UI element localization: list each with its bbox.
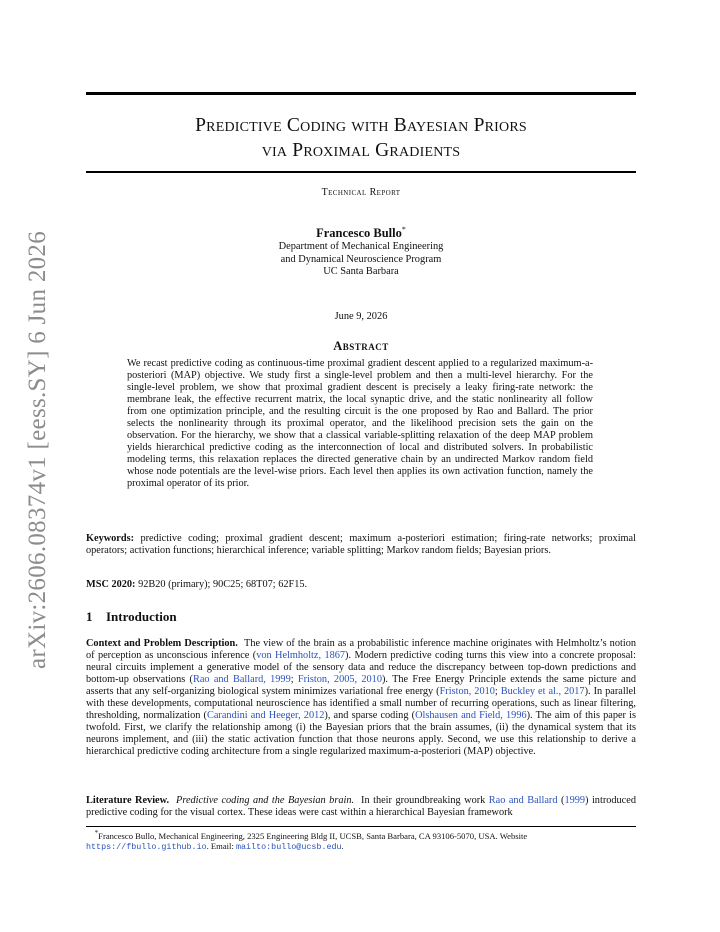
arxiv-identifier-stamp: arXiv:2606.08374v1 [eess.SY] 6 Jun 2026	[24, 230, 51, 670]
title-rule-bottom	[86, 171, 636, 173]
author-footnote: *Francesco Bullo, Mechanical Engineering, 2325 Engineering Bldg II, UCSB, Santa Barbara, CA 93106-5070, USA. Website https://fbullo.github.io. Email: mailto:bullo@ucsb.edu.	[86, 826, 636, 853]
author-block	[86, 222, 636, 279]
abstract-text: We recast predictive coding as continuous-time proximal gradient descent applied to a regularized maximum-a-posteriori (MAP) objective. We study first a single-level problem and then a multi-level hierarchy. For the single-level problem, we show that proximal gradient descent is precisely a leaky firing-rate network: the membrane leak, the effective recurrent matrix, the local synaptic drive, and the static nonlinearity all follow from one optimization principle, and the resulting circuit is the one proposed by Rao and Ballard. The prior selects the nonlinearity through its proximal operator, and the likelihood precision sets the gain on the observation. For the hierarchy, we show that a classical variable-splitting relaxation of the deep MAP problem yields hierarchical predictive coding as the interconnection of local and distributed solvers. In probabilistic modeling terms, this relaxation replaces the directed generative chain by an undirected Markov random field whose node potentials are the level-wise priors. Each level then applies its own activation function, namely the proximal operator of its prior.	[127, 358, 593, 489]
section-title: Introduction	[106, 609, 177, 624]
abstract-heading: Abstract	[333, 339, 389, 353]
citation-link[interactable]: Friston, 2010	[439, 686, 495, 697]
author-name: Francesco Bullo*	[316, 225, 406, 241]
context-heading: Context and Problem Description.	[86, 638, 238, 649]
keywords-label: Keywords:	[86, 533, 135, 544]
citation-link[interactable]: Rao and Ballard, 1999	[192, 674, 291, 685]
title-line-2: via Proximal Gradients	[261, 140, 461, 161]
author-university: UC Santa Barbara	[323, 266, 399, 278]
literature-heading: Literature Review.	[86, 795, 170, 806]
author-program: and Dynamical Neuroscience Program	[280, 253, 442, 265]
section-number: 1	[86, 609, 93, 624]
email-link[interactable]: mailto:bullo@ucsb.edu	[235, 842, 342, 853]
author-footnote-mark[interactable]: *	[401, 225, 406, 234]
citation-link[interactable]: von Helmholtz, 1867	[256, 650, 346, 661]
paper-date: June 9, 2026	[334, 311, 388, 322]
keywords	[86, 533, 636, 557]
section-heading-introduction	[86, 609, 177, 625]
citation-link[interactable]: Olshausen and Field, 1996	[415, 710, 527, 721]
citation-link[interactable]: Rao and Ballard	[488, 795, 558, 806]
author-department: Department of Mechanical Engineering	[278, 241, 444, 253]
citation-link[interactable]: Buckley et al., 2017	[500, 686, 585, 697]
literature-paragraph: Literature Review. Predictive coding and the Bayesian brain. In their groundbreaking work Rao and Ballard (1999) introduced predictive coding for the visual cortex. These ideas were cast within a hierarchical Bayesian framework	[86, 795, 636, 818]
literature-subheading: Predictive coding and the Bayesian brain.	[176, 795, 355, 806]
website-link[interactable]: https://fbullo.github.io	[86, 842, 207, 853]
msc-label: MSC 2020:	[86, 579, 136, 590]
keywords-text: predictive coding; proximal gradient descent; maximum a-posteriori estimation; firing-rate networks; proximal operators; activation functions; hierarchical inference; variable splitting; Markov random fields; Bayesian priors.	[86, 533, 636, 556]
title-rule-top	[86, 92, 636, 95]
citation-link[interactable]: 1999	[564, 795, 586, 806]
context-paragraph: Context and Problem Description. The view of the brain as a probabilistic inference machine originates with Helmholtz’s notion of perception as unconscious inference (von Helmholtz, 1867). Modern predictive coding turns this view into a concrete proposal: neural circuits implement a generative model of the sensory data and reduce the discrepancy between top-down predictions and bottom-up observations (Rao and Ballard, 1999; Friston, 2005, 2010). The Free Energy Principle extends the same picture and asserts that any self-organizing biological system minimizes variational free energy (Friston, 2010; Buckley et al., 2017). In parallel with these developments, computational neuroscience has identified a small number of recurring operations, such as linear filtering, thresholding, normalization (Carandini and Heeger, 2012), and sparse coding (Olshausen and Field, 1996). The aim of this paper is twofold. First, we clarify the relationship among (i) the Bayesian priors that the brain assumes, (ii) the dynamical system that its neurons implement, and (iii) the static activation function that those neurons apply. Second, we use this relationship to derive a hierarchical predictive coding architecture from a single regularized maximum-a-posteriori (MAP) objective.	[86, 638, 637, 757]
footnote-mark: *	[94, 829, 99, 837]
paper-title	[86, 113, 636, 163]
citation-link[interactable]: Friston, 2005, 2010	[297, 674, 382, 685]
msc-classification	[86, 579, 636, 591]
title-line-1: Predictive Coding with Bayesian Priors	[195, 115, 527, 136]
msc-text: 92B20 (primary); 90C25; 68T07; 62F15.	[138, 579, 308, 590]
citation-link[interactable]: Carandini and Heeger, 2012	[206, 710, 325, 721]
report-type: Technical Report	[321, 187, 401, 198]
